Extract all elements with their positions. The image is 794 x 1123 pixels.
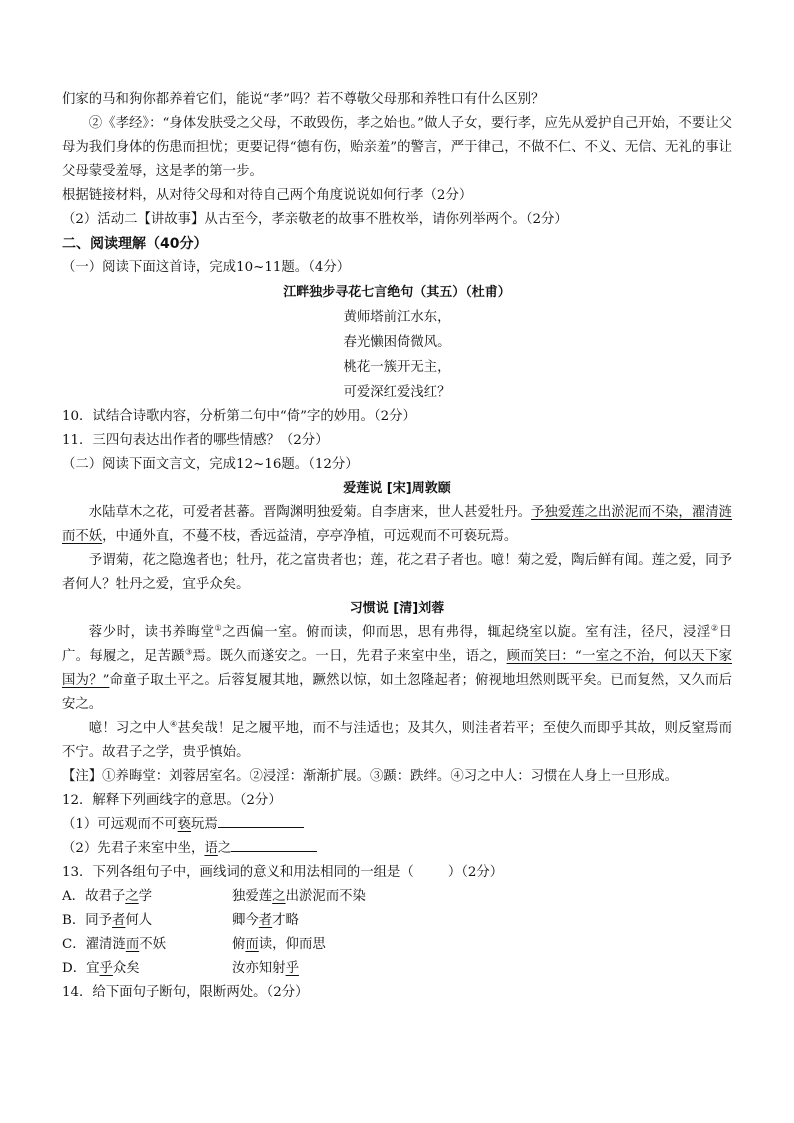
question-item: （1）可远观而不可亵玩焉 (62, 813, 732, 837)
passage-paragraph: 予谓菊，花之隐逸者也；牡丹，花之富贵者也；莲，花之君子者也。噫！菊之爱，陶后鲜有闻。莲之爱，同予者何人？牡丹之爱，宜乎众矣。 (62, 553, 732, 592)
question: 12．解释下列画线字的意思。（2分） (62, 793, 282, 808)
question: 10．试结合诗歌内容，分析第二句中“倚”字的妙用。（2分） (62, 409, 416, 424)
paragraph: 根据链接材料，从对待父母和对待自己两个角度说说如何行孝（2分） (62, 188, 473, 203)
question-item: （2）先君子来室中坐，语之 (62, 837, 732, 861)
underlined-sentence: 顾而笑曰：“一室之不治，何以天下家国为？” (62, 649, 733, 688)
option-row: C．濯清涟而不妖 俯而读，仰而思 (62, 937, 326, 952)
option-row: B．同予者何人 卿今者才略 (62, 913, 299, 928)
paragraph: ②《孝经》：“身体发肤受之父母，不敢毁伤，孝之始也。”做人子女，要行孝，应先从爱护自己开始，不要让父母为我们身体的伤患而担忧；更要记得“德有伤，贻亲羞”的警言，严于律己，不做不仁、不义、无信、无礼的事让父母蒙受羞辱，这是孝的第一步。 (62, 116, 732, 179)
answer-blank[interactable] (218, 813, 304, 828)
exam-page (62, 88, 732, 1005)
option-row: D．宜乎众矣 汝亦知射乎 (62, 961, 299, 976)
footnote: 【注】①养晦堂：刘蓉居室名。②浸淫：渐渐扩展。③踬：跌绊。④习之中人：习惯在人身上一旦形成。 (62, 769, 678, 784)
passage-paragraph: 噫！习之中人④甚矣哉！足之履平地，而不与洼适也；及其久，则洼者若平；至使久而即乎其故，则反窒焉而不宁。故君子之学，贵乎慎始。 (62, 719, 733, 760)
question: 11．三四句表达出作者的哪些情感？（2分） (62, 433, 329, 448)
poem-line: 黄师塔前江水东， (343, 310, 451, 325)
poem-line: 春光懒困倚微风。 (343, 335, 451, 350)
subsection-heading: （一）阅读下面这首诗，完成10~11题。（4分） (62, 260, 351, 275)
passage-paragraph: 水陆草木之花，可爱者甚蕃。晋陶渊明独爱菊。自李唐来，世人甚爱牡丹。予独爱莲之出淤泥而不染，濯清涟而不妖，中通外直，不蔓不枝，香远益清，亭亭净植，可远观而不可亵玩焉。 (62, 505, 733, 544)
poem-line: 桃花一簇开无主， (343, 360, 451, 375)
passage-title: 习惯说 [清]刘蓉 (349, 601, 445, 616)
passage-title: 爱莲说 [宋]周敦颐 (343, 481, 451, 496)
passage-paragraph: 蓉少时，读书养晦堂①之西偏一室。俯而读，仰而思，思有弗得，辄起绕室以旋。室有洼，径尺，浸淫②日广。每履之，足苦踬③焉。既久而遂安之。一日，先君子来室中坐，语之，顾而笑曰：“一室之不治，何以天下家国为？”命童子取土平之。后蓉复履其地，蹶然以惊，如土忽隆起者；俯视地坦然则既平矣。已而复然，又久而后安之。 (62, 623, 733, 712)
poem-line: 可爱深红爱浅红？ (343, 385, 451, 400)
section-heading: 二、阅读理解（40分） (62, 236, 208, 252)
answer-blank[interactable] (231, 837, 317, 852)
paragraph: （2）活动二【讲故事】从古至今，孝亲敬老的故事不胜枚举，请你列举两个。（2分） (62, 212, 568, 227)
poem-title: 江畔独步寻花七言绝句（其五）（杜甫） (283, 285, 511, 300)
question: 13．下列各组句子中，画线词的意义和用法相同的一组是（ ）（2分） (62, 865, 504, 880)
question: 14．给下面句子断句，限断两处。（2分） (62, 985, 309, 1000)
option-row: A．故君子之学 独爱莲之出淤泥而不染 (62, 889, 366, 904)
subsection-heading: （二）阅读下面文言文，完成12~16题。（12分） (62, 457, 359, 472)
paragraph: 们家的马和狗你都养着它们，能说“孝”吗？若不尊敬父母那和养牲口有什么区别？ (62, 92, 545, 107)
underlined-sentence: 予独爱莲之出淤泥而不染，濯清涟而不妖 (62, 505, 733, 544)
